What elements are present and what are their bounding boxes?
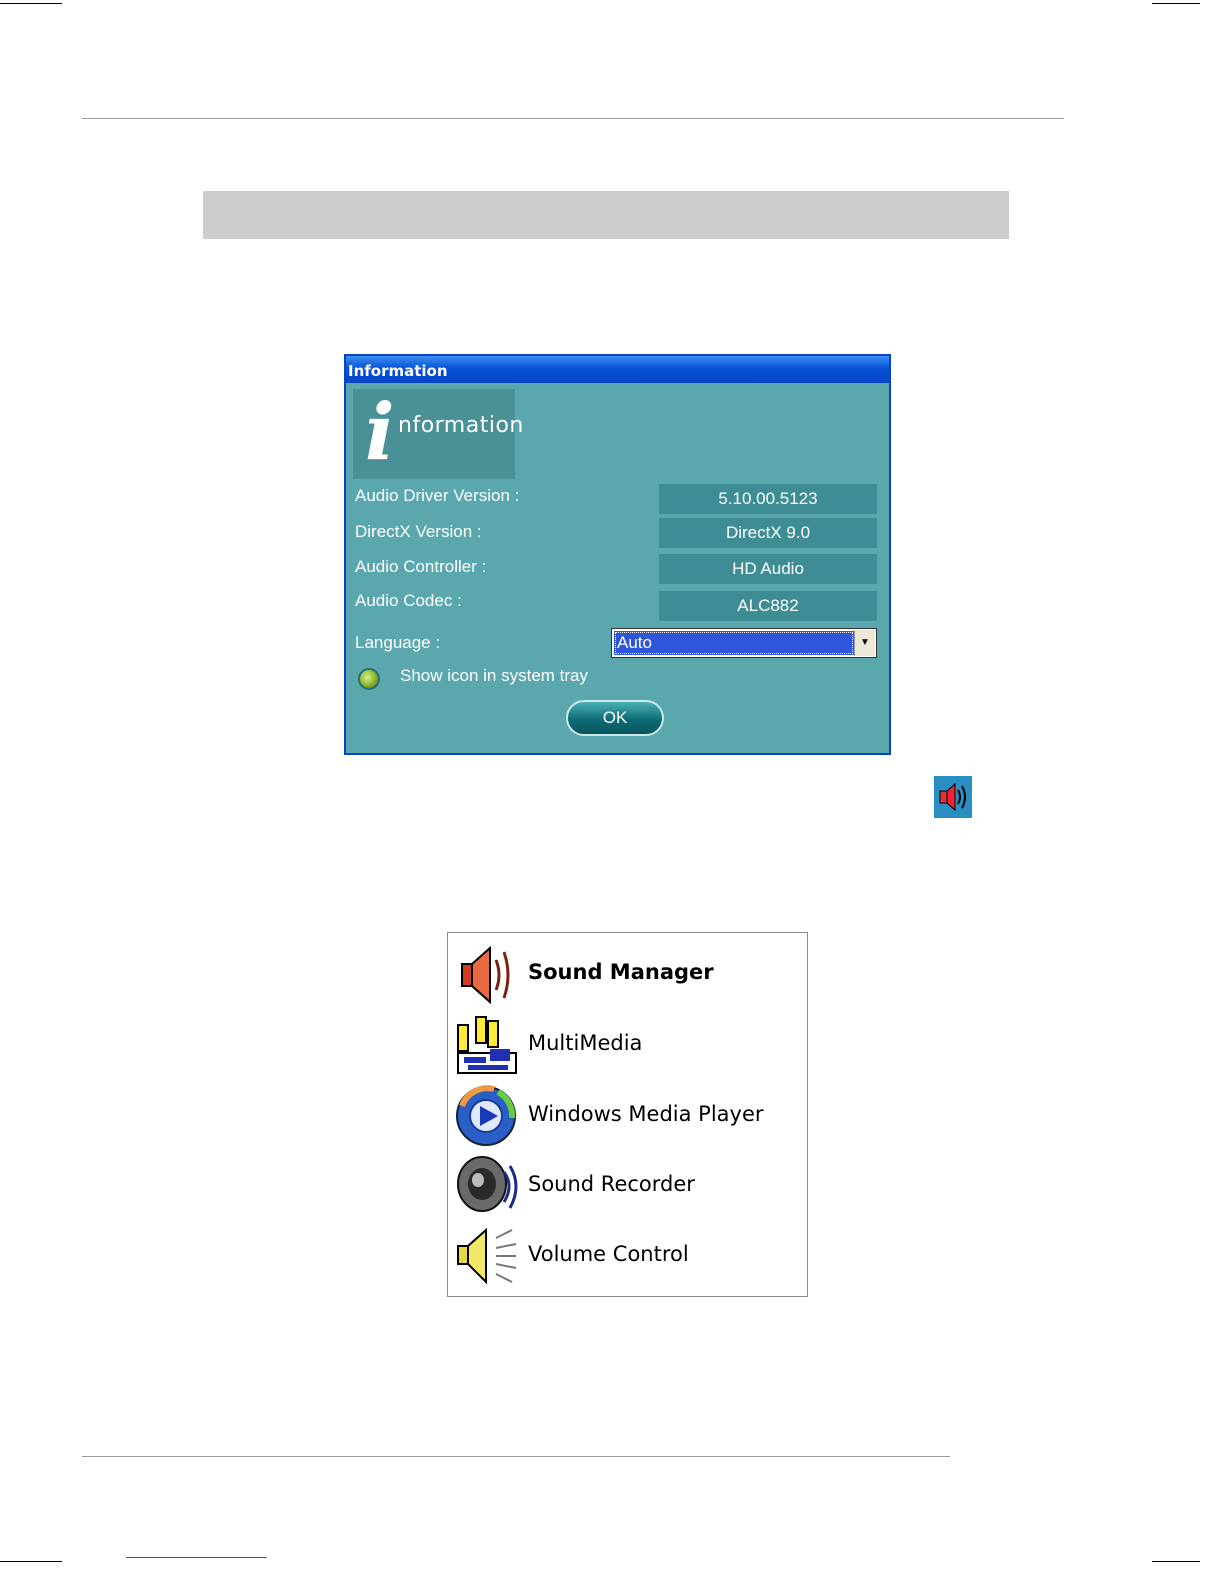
system-tray-toggle[interactable] [358,668,380,690]
media-player-icon [454,1084,520,1148]
speaker-red-icon [454,942,520,1006]
info-letter-icon: i [365,387,395,478]
information-banner [353,387,524,479]
crop-mark [1152,1561,1200,1562]
audio-driver-version-label: Audio Driver Version : [355,486,520,505]
footer-link-underline [126,1557,267,1558]
menu-item-multimedia[interactable] [448,1009,807,1079]
volume-control-icon [454,1224,520,1288]
audio-controller-value: HD Audio [659,554,877,584]
info-banner-word: nformation [398,413,524,438]
chevron-down-icon[interactable]: ▼ [854,630,875,656]
menu-item-volume-control[interactable] [448,1220,807,1290]
multimedia-icon [454,1013,520,1077]
information-dialog [344,354,891,755]
crop-mark [1152,3,1200,4]
audio-controller-label: Audio Controller : [355,557,487,576]
ok-button[interactable]: OK [566,700,664,736]
system-tray-label: Show icon in system tray [400,666,589,685]
audio-codec-value: ALC882 [659,591,877,621]
menu-item-label: MultiMedia [528,1031,643,1055]
sound-context-menu [447,932,808,1297]
tray-speaker-icon [934,776,972,818]
crop-mark [0,3,62,4]
language-label: Language : [355,633,441,652]
menu-item-label: Sound Recorder [528,1172,695,1196]
audio-driver-version-value: 5.10.00.5123 [659,484,877,514]
menu-item-sound-manager[interactable] [448,938,807,1008]
sound-recorder-icon [454,1154,520,1218]
menu-item-label: Windows Media Player [528,1102,764,1126]
footer-rule [82,1456,950,1457]
menu-item-sound-recorder[interactable] [448,1150,807,1220]
directx-version-value: DirectX 9.0 [659,518,877,548]
menu-item-label: Sound Manager [528,960,714,984]
directx-version-label: DirectX Version : [355,522,482,541]
header-rule [82,118,1064,119]
dialog-title: Information [346,356,889,383]
section-heading-bar [203,191,1009,239]
crop-mark [0,1561,62,1562]
language-select[interactable] [611,628,877,658]
audio-codec-label: Audio Codec : [355,591,462,610]
menu-item-label: Volume Control [528,1242,689,1266]
menu-item-windows-media-player[interactable] [448,1080,807,1150]
language-select-value: Auto [614,631,854,655]
